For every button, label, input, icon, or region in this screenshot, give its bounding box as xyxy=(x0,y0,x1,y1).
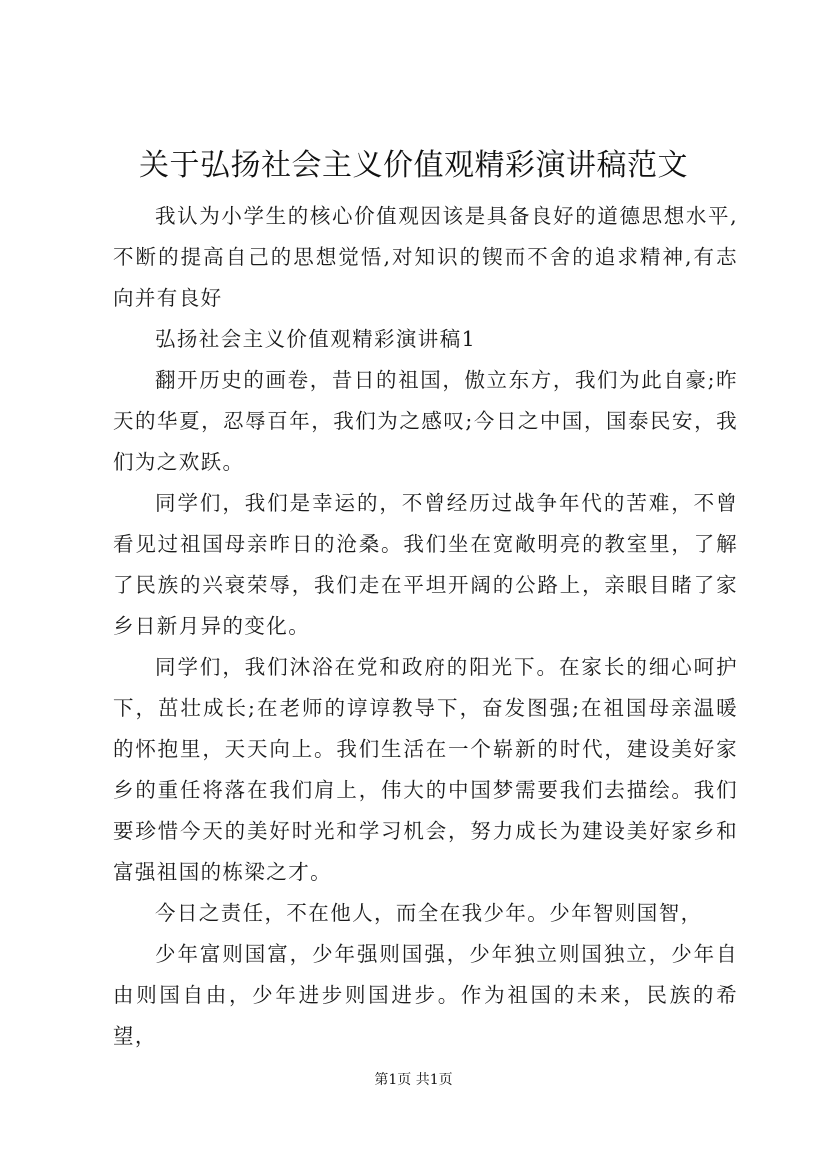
paragraph: 同学们，我们是幸运的，不曾经历过战争年代的苦难，不曾看见过祖国母亲昨日的沧桑。我们坐在宽敞明亮的教室里，了解了民族的兴衰荣辱，我们走在平坦开阔的公路上，亲眼目睹了家乡日新月异的变化。 xyxy=(113,491,738,638)
paragraph: 同学们，我们沐浴在党和政府的阳光下。在家长的细心呵护下，茁壮成长;在老师的谆谆教导下，奋发图强;在祖国母亲温暖的怀抱里，天天向上。我们生活在一个崭新的时代，建设美好家乡的重任将落在我们肩上，伟大的中国梦需要我们去描绘。我们要珍惜今天的美好时光和学习机会，努力成长为建设美好家乡和富强祖国的栋梁之才。 xyxy=(113,655,738,884)
paragraph: 翻开历史的画卷，昔日的祖国，傲立东方，我们为此自豪;昨天的华夏，忍辱百年，我们为之感叹;今日之中国，国泰民安，我们为之欢跃。 xyxy=(113,368,738,474)
paragraph: 今日之责任，不在他人，而全在我少年。少年智则国智， xyxy=(155,901,703,925)
page-footer: 第1页 共1页 xyxy=(374,1072,453,1088)
paragraph-intro: 我认为小学生的核心价值观因该是具备良好的道德思想水平,不断的提高自己的思想觉悟,对知识的锲而不舍的追求精神,有志向并有良好 xyxy=(113,204,738,310)
document-body xyxy=(113,196,738,1057)
document-title: 关于弘扬社会主义价值观精彩演讲稿范文 xyxy=(139,148,688,183)
paragraph: 少年富则国富，少年强则国强，少年独立则国独立，少年自由则国自由，少年进步则国进步。作为祖国的未来，民族的希望， xyxy=(113,942,738,1048)
section-heading: 弘扬社会主义价值观精彩演讲稿1 xyxy=(155,327,477,351)
